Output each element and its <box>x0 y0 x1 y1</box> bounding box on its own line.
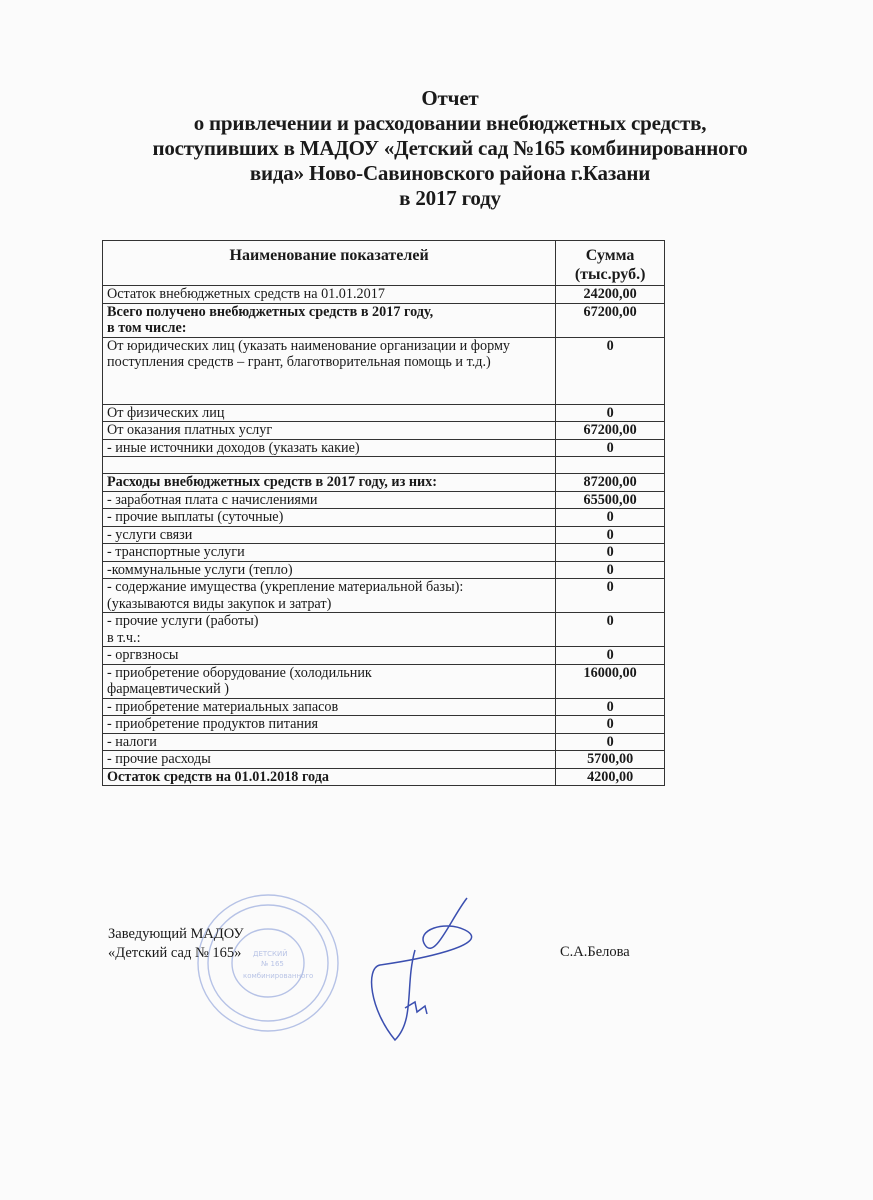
row-value <box>556 457 665 474</box>
svg-text:комбинированного: комбинированного <box>243 972 314 980</box>
table-row <box>103 303 665 337</box>
row-value: 0 <box>556 544 665 562</box>
row-label-text: - приобретение продуктов питания <box>107 716 319 732</box>
stamp-seal <box>193 888 343 1038</box>
table-row <box>103 404 665 422</box>
row-label <box>103 474 556 492</box>
row-value: 0 <box>556 509 665 527</box>
row-label <box>103 457 556 474</box>
table-row <box>103 439 665 457</box>
row-label-text: Остаток внебюджетных средств на 01.01.2017 <box>107 286 385 302</box>
row-label-text: - прочие расходы <box>107 751 211 767</box>
title-line: вида» Ново-Савиновского района г.Казани <box>249 161 651 185</box>
row-value: 65500,00 <box>556 491 665 509</box>
position-line: «Детский сад № 165» <box>108 945 242 961</box>
row-label-text: - налоги <box>107 733 157 750</box>
table-row <box>103 337 665 404</box>
row-label-text: - приобретение материальных запасов <box>107 698 339 715</box>
signature-mark <box>355 890 495 1060</box>
row-label <box>103 544 556 562</box>
row-label-text-2: фармацевтический ) <box>107 681 230 697</box>
table-row <box>103 561 665 579</box>
row-label-text: Остаток средств на 01.01.2018 года <box>107 768 329 785</box>
header-name: Наименование показателей <box>103 241 556 286</box>
row-label <box>103 664 556 698</box>
header-sum <box>556 241 665 286</box>
row-label <box>103 768 556 786</box>
row-label-text: От физических лиц <box>107 404 225 421</box>
table-row <box>103 664 665 698</box>
row-label-text: - приобретение оборудование (холодильник <box>107 664 372 681</box>
row-value: 0 <box>556 647 665 665</box>
row-value: 5700,00 <box>556 751 665 769</box>
row-label-text-2: (указываются виды закупок и затрат) <box>107 595 332 612</box>
title-line: о привлечении и расходовании внебюджетных средств, <box>193 111 707 135</box>
signatory-position <box>108 925 244 963</box>
report-table <box>102 240 665 786</box>
table-row <box>103 647 665 665</box>
svg-text:№ 165: № 165 <box>261 960 284 968</box>
row-value: 0 <box>556 613 665 647</box>
row-label <box>103 716 556 734</box>
row-label <box>103 422 556 440</box>
row-label-text: От юридических лиц (указать наименование организации и форму поступления средств – грант, благотворительная помощь и т.д.) <box>107 337 511 370</box>
table-row <box>103 509 665 527</box>
row-label-text-2: в том числе: <box>107 320 187 336</box>
row-value: 4200,00 <box>556 768 665 786</box>
row-label <box>103 733 556 751</box>
svg-text:ДЕТСКИЙ: ДЕТСКИЙ <box>253 950 288 958</box>
row-label <box>103 439 556 457</box>
table-row <box>103 613 665 647</box>
title-line: поступивших в МАДОУ «Детский сад №165 комбинированного <box>152 136 748 160</box>
row-label <box>103 613 556 647</box>
table-body <box>103 286 665 786</box>
row-label <box>103 509 556 527</box>
table-row <box>103 544 665 562</box>
row-label-text: Расходы внебюджетных средств в 2017 году, из них: <box>107 474 437 490</box>
position-line: Заведующий МАДОУ <box>108 926 244 942</box>
row-value: 0 <box>556 404 665 422</box>
row-label-text-2: в т.ч.: <box>107 629 141 646</box>
row-value: 0 <box>556 561 665 579</box>
row-value: 0 <box>556 526 665 544</box>
row-label-text: - оргвзносы <box>107 647 179 663</box>
row-label-text: - услуги связи <box>107 526 193 543</box>
row-label-text: - прочие услуги (работы) <box>107 613 259 629</box>
row-label-text: - содержание имущества (укрепление материальной базы): <box>107 579 464 595</box>
row-value: 0 <box>556 716 665 734</box>
row-label-text: - заработная плата с начислениями <box>107 491 318 508</box>
row-label-text: - иные источники доходов (указать какие) <box>107 439 360 456</box>
row-label-text: От оказания платных услуг <box>107 422 273 438</box>
table-header-row <box>103 241 665 286</box>
row-label-text: Всего получено внебюджетных средств в 2017 году, <box>107 303 434 320</box>
table-row <box>103 457 665 474</box>
row-value: 0 <box>556 439 665 457</box>
row-value: 16000,00 <box>556 664 665 698</box>
row-value: 0 <box>556 698 665 716</box>
table-row <box>103 751 665 769</box>
row-value: 67200,00 <box>556 422 665 440</box>
table-row <box>103 422 665 440</box>
table-row <box>103 733 665 751</box>
row-value: 0 <box>556 337 665 404</box>
row-label <box>103 286 556 304</box>
table-row <box>103 698 665 716</box>
row-label <box>103 579 556 613</box>
document-title <box>100 86 800 211</box>
row-value: 67200,00 <box>556 303 665 337</box>
row-value: 0 <box>556 579 665 613</box>
header-sum-line1: Сумма <box>585 247 635 264</box>
row-label <box>103 751 556 769</box>
row-value: 0 <box>556 733 665 751</box>
table-row <box>103 716 665 734</box>
row-label <box>103 337 556 404</box>
table-row <box>103 474 665 492</box>
row-label <box>103 647 556 665</box>
row-label <box>103 526 556 544</box>
table-row <box>103 526 665 544</box>
table-row <box>103 491 665 509</box>
title-line: в 2017 году <box>399 186 501 210</box>
row-value: 24200,00 <box>556 286 665 304</box>
title-line: Отчет <box>421 86 479 110</box>
row-label <box>103 561 556 579</box>
row-label-text: - транспортные услуги <box>107 544 245 560</box>
row-label-text: -коммунальные услуги (тепло) <box>107 561 293 578</box>
table-row <box>103 579 665 613</box>
row-label-text: - прочие выплаты (суточные) <box>107 509 284 525</box>
row-value: 87200,00 <box>556 474 665 492</box>
row-label <box>103 404 556 422</box>
row-label <box>103 698 556 716</box>
row-label <box>103 491 556 509</box>
row-label <box>103 303 556 337</box>
table-row <box>103 768 665 786</box>
table-row <box>103 286 665 304</box>
header-sum-line2: (тыс.руб.) <box>574 266 646 283</box>
signatory-name: С.А.Белова <box>560 944 630 960</box>
